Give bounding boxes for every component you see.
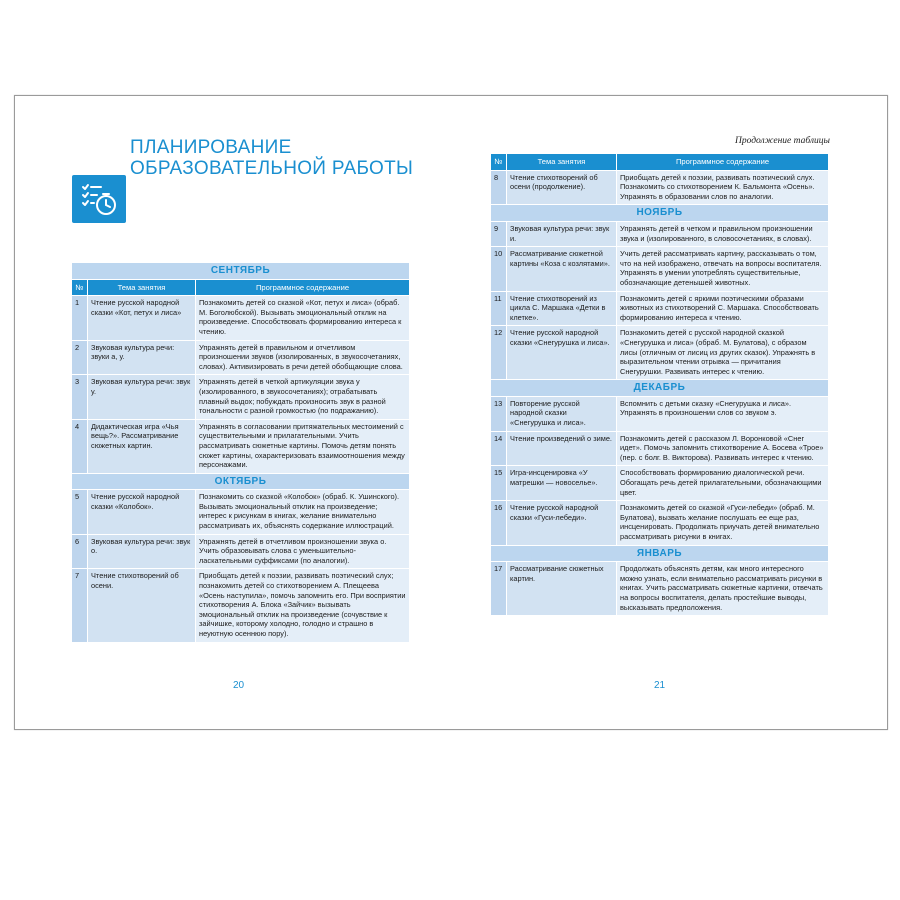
lesson-content: Способствовать формированию диалогической речи. Обогащать речь детей прилагательными, обозначающими цвет.: [617, 466, 829, 501]
page-number-left: 20: [233, 680, 245, 691]
column-header-topic: Тема занятия: [507, 154, 617, 171]
lesson-topic: Звуковая культура речи: звук у.: [88, 375, 196, 419]
table-row: [72, 419, 410, 473]
table-row: [491, 466, 829, 501]
lesson-content: Приобщать детей к поэзии, развивать поэтический слух. Познакомить со стихотворением К. Бальмонта «Осень». Упражнять в образовании слов по аналогии.: [617, 170, 829, 205]
page-number-right: 21: [654, 680, 666, 691]
month-heading: ЯНВАРЬ: [491, 545, 829, 562]
plan-table-right: [490, 153, 829, 616]
month-heading: ДЕКАБРЬ: [491, 380, 829, 397]
table-row: [491, 501, 829, 545]
table-row: [72, 375, 410, 419]
lesson-number: 13: [491, 396, 507, 431]
table-row: [491, 291, 829, 326]
lesson-number: 11: [491, 291, 507, 326]
lesson-content: Упражнять детей в отчетливом произношении звука о. Учить образовывать слова с уменьшительно-ласкательными суффиксами (по аналогии).: [196, 534, 410, 569]
continuation-note: Продолжение таблицы: [734, 136, 830, 146]
lesson-topic: Игра-инсценировка «У матрешки — новоселье».: [507, 466, 617, 501]
lesson-number: 1: [72, 296, 88, 340]
lesson-topic: Чтение русской народной сказки «Колобок».: [88, 490, 196, 534]
lesson-topic: Звуковая культура речи: звуки а, у.: [88, 340, 196, 375]
table-row: [491, 221, 829, 246]
table-row: [491, 396, 829, 431]
month-band: [72, 263, 410, 280]
lesson-content: Упражнять детей в четком и правильном произношении звука и (изолированного, в словосочетаниях, в словах).: [617, 221, 829, 246]
lesson-topic: Чтение русской народной сказки «Снегурушка и лиса».: [507, 326, 617, 380]
lesson-topic: Чтение стихотворений из цикла С. Маршака «Детки в клетке».: [507, 291, 617, 326]
lesson-content: Познакомить детей с яркими поэтическими образами животных из стихотворений С. Маршака. Способствовать формированию интереса к чтению.: [617, 291, 829, 326]
table-row: [491, 170, 829, 205]
lesson-content: Учить детей рассматривать картину, рассказывать о том, что на ней изображено, отвечать на вопросы воспитателя. Упражнять в умении употреблять существительные, обозначающие детенышей животных.: [617, 247, 829, 291]
page-title: [130, 137, 413, 179]
lesson-number: 16: [491, 501, 507, 545]
lesson-number: 8: [491, 170, 507, 205]
lesson-number: 9: [491, 221, 507, 246]
lesson-content: Приобщать детей к поэзии, развивать поэтический слух; познакомить детей со стихотворением А. Плещеева «Осень наступила», помочь запомнить его. При восприятии стихотворения А. Блока «Зайчик» вызывать эмоциональный отклик на произведение (сочувствие к зайчишке, которому холодно, голодно и страшно в неуютную осеннюю пору).: [196, 569, 410, 642]
lesson-topic: Чтение русской народной сказки «Кот, петух и лиса»: [88, 296, 196, 340]
lesson-content: Вспомнить с детьми сказку «Снегурушка и лиса». Упражнять в произношении слов со звуком э.: [617, 396, 829, 431]
lesson-number: 10: [491, 247, 507, 291]
lesson-topic: Звуковая культура речи: звук о.: [88, 534, 196, 569]
column-header-content: Программное содержание: [196, 279, 410, 296]
table-row: [72, 534, 410, 569]
lesson-number: 14: [491, 431, 507, 466]
lesson-topic: Рассматривание сюжетной картины «Коза с козлятами».: [507, 247, 617, 291]
page-title-line-1: ПЛАНИРОВАНИЕ: [130, 137, 292, 158]
lesson-number: 4: [72, 419, 88, 473]
table-row: [491, 562, 829, 616]
lesson-number: 5: [72, 490, 88, 534]
lesson-content: Продолжать объяснять детям, как много интересного можно узнать, если внимательно рассматривать рисунки в книгах. Учить рассматривать сюжетные картинки, отвечать на вопросы воспитателя, делать простейшие выводы, высказывать предположения.: [617, 562, 829, 616]
lesson-topic: Рассматривание сюжетных картин.: [507, 562, 617, 616]
lesson-content: Познакомить детей со сказкой «Кот, петух и лиса» (обраб. М. Боголюбской). Вызывать эмоциональный отклик на произведение. Способствовать формированию интереса к чтению.: [196, 296, 410, 340]
table-row: [72, 569, 410, 642]
column-header-number: №: [491, 154, 507, 171]
plan-table-left: [71, 262, 410, 643]
table-row: [72, 296, 410, 340]
lesson-number: 12: [491, 326, 507, 380]
lesson-topic: Чтение стихотворений об осени.: [88, 569, 196, 642]
page-title-line-2: ОБРАЗОВАТЕЛЬНОЙ РАБОТЫ: [130, 158, 414, 179]
lesson-content: Упражнять детей в правильном и отчетливом произношении звуков (изолированных, в звукосочетаниях, словах). Активизировать в речи детей обобщающие слова.: [196, 340, 410, 375]
month-heading: ОКТЯБРЬ: [72, 473, 410, 490]
table-header-row: [491, 154, 829, 171]
lesson-topic: Повторение русской народной сказки «Снегурушка и лиса».: [507, 396, 617, 431]
lesson-content: Познакомить детей со сказкой «Гуси-лебеди» (обраб. М. Булатова), вызвать желание послушать ее еще раз, инсценировать. Продолжать приучать детей внимательно рассматривать рисунки в книгах.: [617, 501, 829, 545]
month-band: [491, 380, 829, 397]
lesson-content: Упражнять в согласовании притяжательных местоимений с существительными и прилагательными. Учить рассматривать сюжетные картины. Помочь детям понять сюжет картины, охарактеризовать взаимоотношения между персонажами.: [196, 419, 410, 473]
table-row: [491, 247, 829, 291]
lesson-number: 6: [72, 534, 88, 569]
lesson-topic: Чтение русской народной сказки «Гуси-лебеди».: [507, 501, 617, 545]
month-heading: НОЯБРЬ: [491, 205, 829, 222]
lesson-content: Познакомить со сказкой «Колобок» (обраб. К. Ушинского). Вызывать эмоциональный отклик на произведение; интерес к рисункам в книгах, желание внимательно рассматривать их, объяснять содержание иллюстраций.: [196, 490, 410, 534]
lesson-topic: Чтение произведений о зиме.: [507, 431, 617, 466]
month-band: [491, 545, 829, 562]
column-header-topic: Тема занятия: [88, 279, 196, 296]
lesson-topic: Чтение стихотворений об осени (продолжение).: [507, 170, 617, 205]
lesson-number: 2: [72, 340, 88, 375]
table-row: [72, 490, 410, 534]
table-row: [491, 431, 829, 466]
table-row: [72, 340, 410, 375]
lesson-content: Познакомить детей с русской народной сказкой «Снегурушка и лиса» (обраб. М. Булатова), с образом лисы (отличным от лисиц из других сказок). Упражнять в выразительном чтении отрывка — причитания Снегурушки. Развивать интерес к чтению.: [617, 326, 829, 380]
lesson-number: 17: [491, 562, 507, 616]
month-band: [72, 473, 410, 490]
schedule-icon: [72, 175, 126, 223]
lesson-number: 15: [491, 466, 507, 501]
schedule-icon-graphic: [79, 181, 119, 218]
lesson-number: 7: [72, 569, 88, 642]
lesson-topic: Звуковая культура речи: звук и.: [507, 221, 617, 246]
month-heading: СЕНТЯБРЬ: [72, 263, 410, 280]
lesson-content: Познакомить детей с рассказом Л. Воронковой «Снег идет». Помочь запомнить стихотворение А. Босева «Трое» (пер. с болг. В. Викторова). Развивать интерес к чтению.: [617, 431, 829, 466]
month-band: [491, 205, 829, 222]
lesson-number: 3: [72, 375, 88, 419]
lesson-topic: Дидактическая игра «Чья вещь?». Рассматривание сюжетных картин.: [88, 419, 196, 473]
lesson-content: Упражнять детей в четкой артикуляции звука у (изолированного, в звукосочетаниях); отрабатывать плавный выдох; побуждать произносить звук в разной тональности с разной громкостью (по подражанию).: [196, 375, 410, 419]
column-header-content: Программное содержание: [617, 154, 829, 171]
table-row: [491, 326, 829, 380]
table-header-row: [72, 279, 410, 296]
column-header-number: №: [72, 279, 88, 296]
